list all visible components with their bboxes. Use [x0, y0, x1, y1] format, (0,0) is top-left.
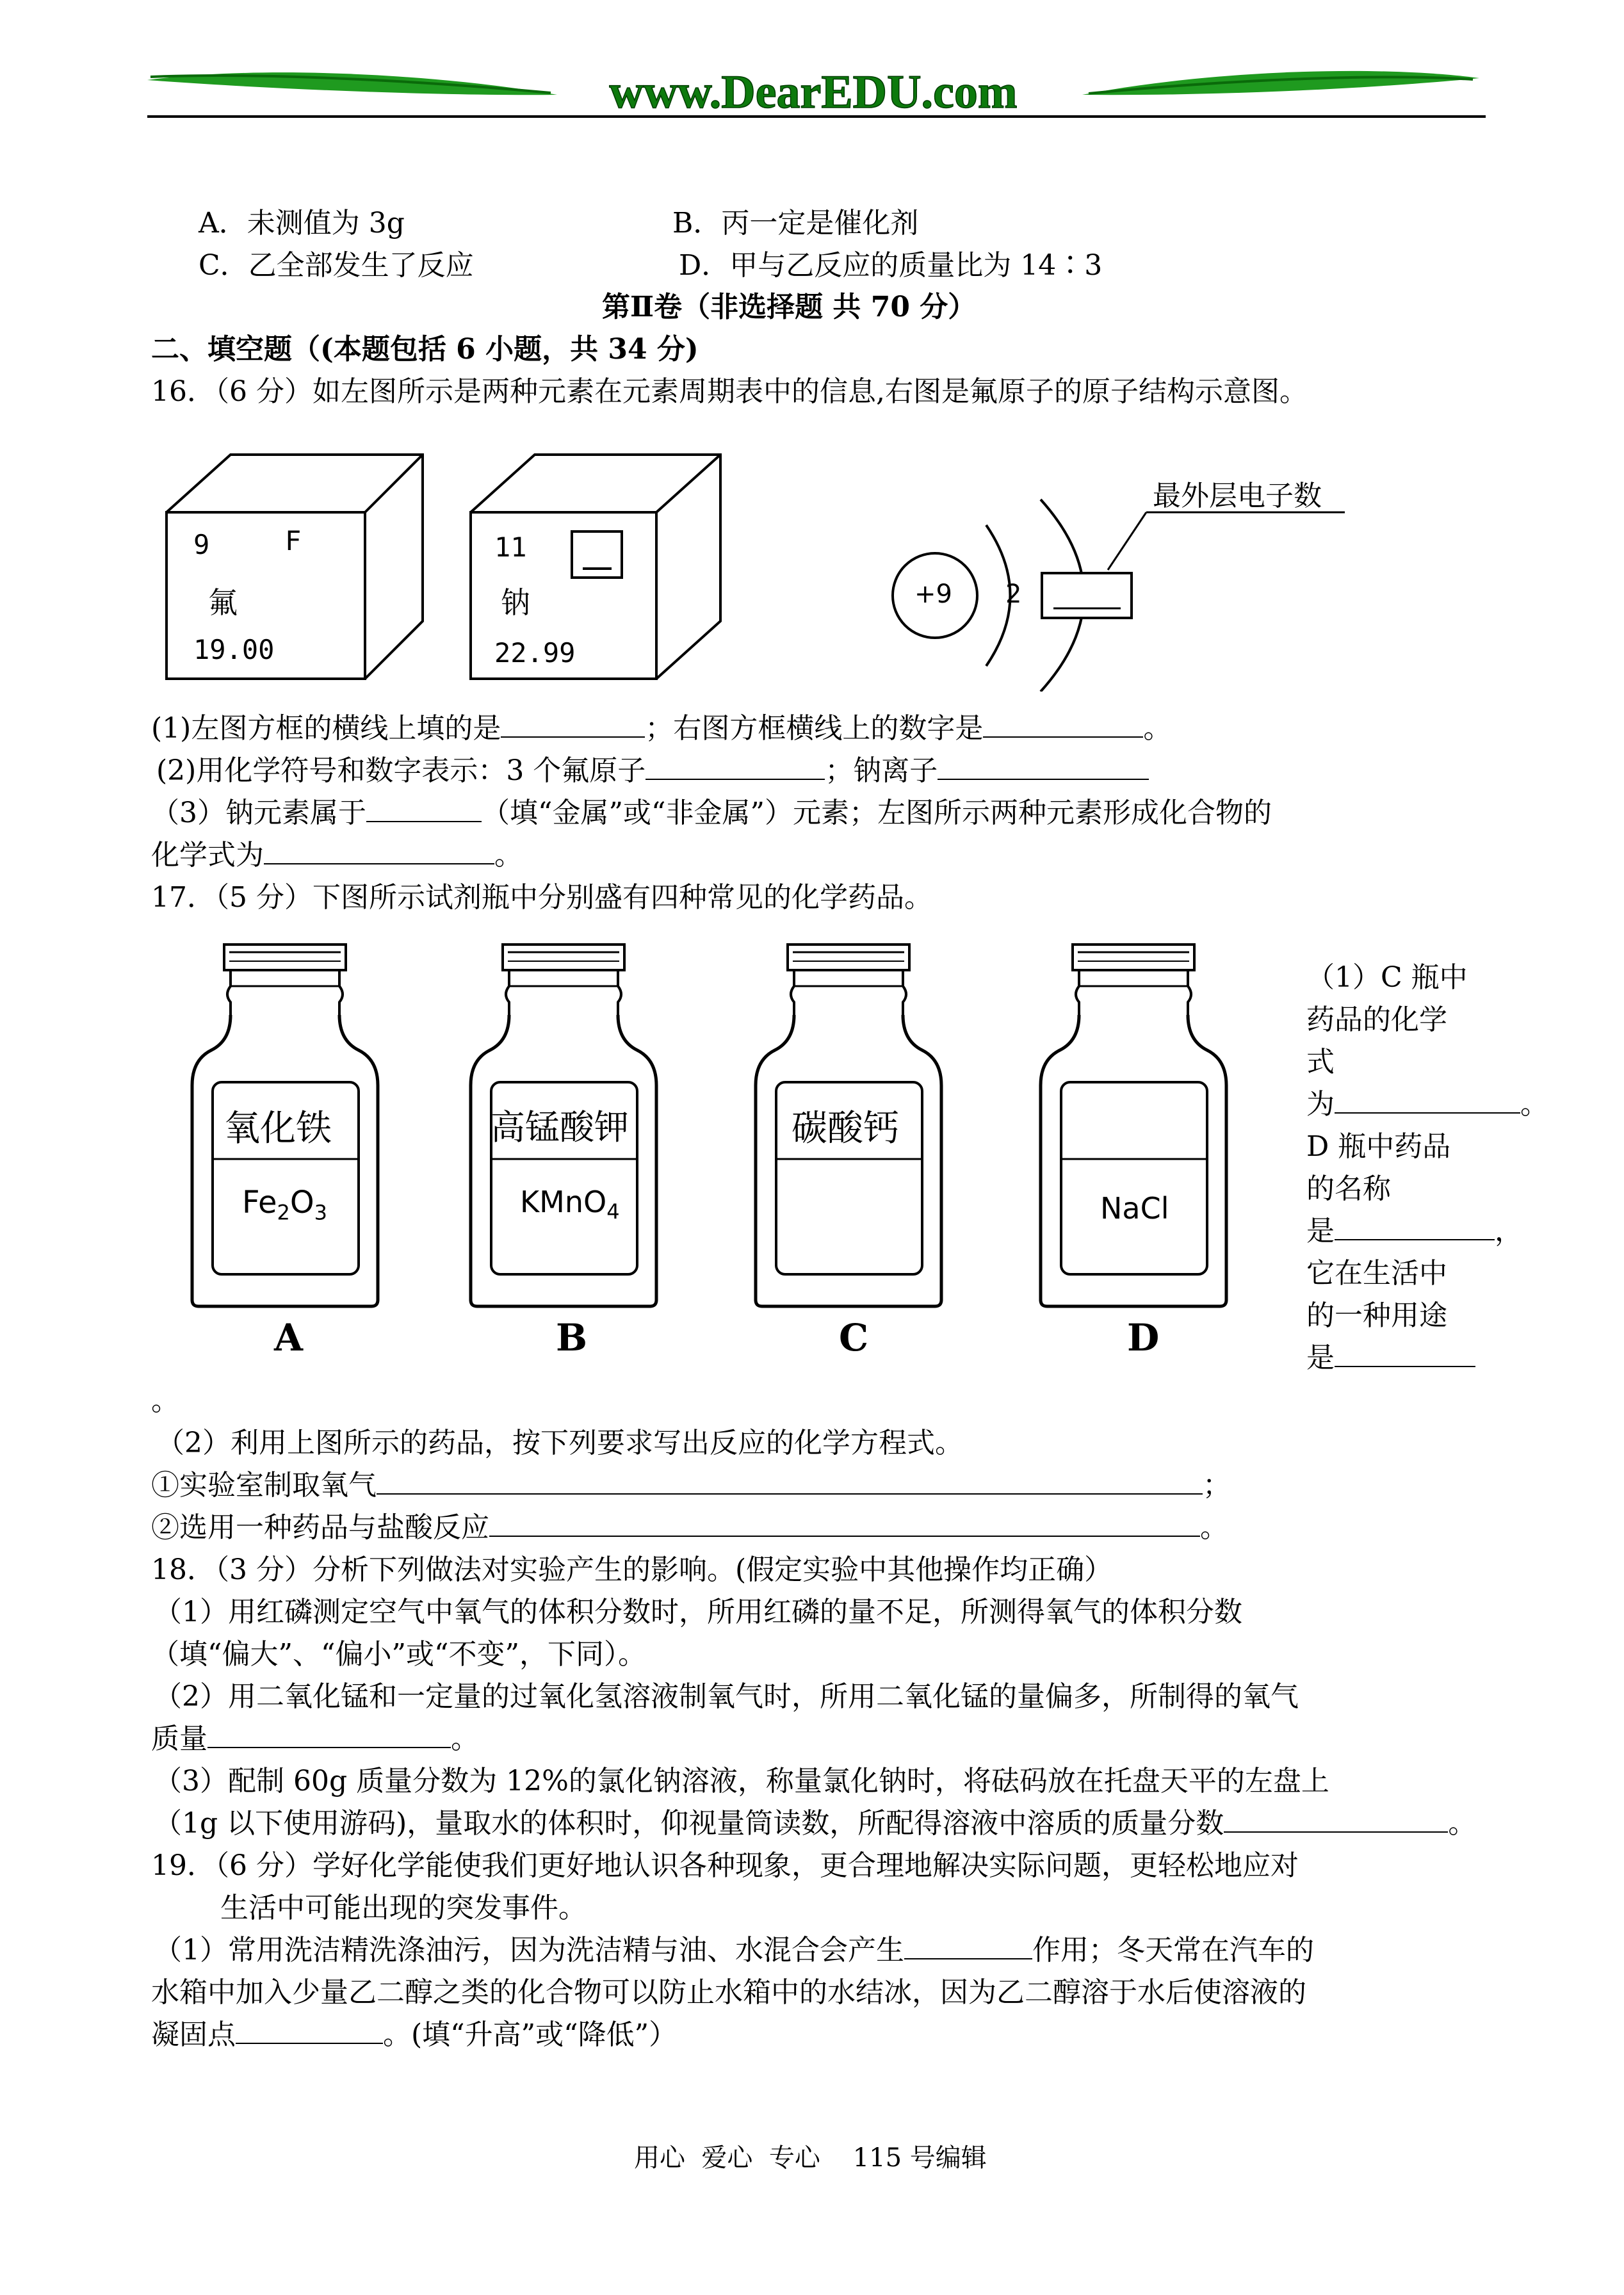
- bottle-d-letter: D: [1127, 1316, 1160, 1359]
- bottle-d-formula: NaCl: [1100, 1191, 1169, 1226]
- q18-part1-cont: （填“偏大”、“偏小”或“不变”，下同）。: [151, 1638, 646, 1671]
- q17-dot: 。: [151, 1384, 179, 1417]
- q17-blank-name[interactable]: [1335, 1213, 1495, 1240]
- q18-part1: （1）用红磷测定空气中氧气的体积分数时，所用红磷的量不足，所测得氧气的体积分数: [154, 1596, 1242, 1628]
- q16-blank-4[interactable]: [938, 753, 1149, 780]
- bottle-c-name: 碳酸钙: [792, 1108, 899, 1149]
- q18-blank-2[interactable]: [207, 1721, 451, 1748]
- f-mass: 19.00: [193, 634, 275, 665]
- q17-side-8: 它在生活中: [1306, 1257, 1447, 1290]
- q17-side-1: （1）C 瓶中: [1306, 961, 1468, 994]
- outer-electron-label: 最外层电子数: [1153, 480, 1322, 512]
- q16-part2: (2)用化学符号和数字表示：3 个氟原子 ；钠离子: [156, 753, 1149, 789]
- q19-blank-1[interactable]: [904, 1933, 1032, 1959]
- option-c: C．乙全部发生了反应: [199, 249, 474, 282]
- section-title: 第Ⅱ卷（非选择题 共 70 分）: [602, 291, 977, 323]
- q17-blank-hcl[interactable]: [489, 1510, 1200, 1537]
- na-mass: 22.99: [494, 637, 576, 669]
- q16-stem: 16．（6 分）如左图所示是两种元素在元素周期表中的信息,右图是氟原子的原子结构示意图。: [151, 375, 1308, 408]
- q17-part2-1: ①实验室制取氧气 ；: [151, 1469, 1231, 1502]
- site-header-logo: [0, 0, 1624, 128]
- q17-side-9: 的一种用途: [1306, 1299, 1447, 1332]
- option-a: A．未测值为 3g: [199, 207, 405, 239]
- q19-stem-cont: 生活中可能出现的突发事件。: [220, 1892, 587, 1924]
- na-atomic-number: 11: [494, 531, 527, 563]
- q17-side-6: 的名称: [1306, 1172, 1391, 1205]
- q18-blank-3[interactable]: [1224, 1806, 1448, 1833]
- q18-stem: 18．（3 分）分析下列做法对实验产生的影响。(假定实验中其他操作均正确）: [151, 1553, 1113, 1586]
- q19-blank-2[interactable]: [236, 2017, 383, 2044]
- bottle-a-formula: $Fe_2O_3$: [242, 1185, 328, 1225]
- q19-part1-cont: 水箱中加入少量乙二醇之类的化合物可以防止水箱中的水结冰，因为乙二醇溶于水后使溶液的: [151, 1976, 1306, 2009]
- q19-stem: 19．（6 分）学好化学能使我们更好地认识各种现象，更合理地解决实际问题，更轻松地应对: [151, 1849, 1299, 1882]
- q16-blank-2[interactable]: [983, 711, 1143, 738]
- q16-blank-5[interactable]: [366, 795, 482, 822]
- page-footer: 用心 爱心 专心 115 号编辑: [634, 2143, 987, 2173]
- bottle-a-letter: A: [274, 1316, 304, 1359]
- q17-side-10: 是: [1306, 1337, 1475, 1379]
- q17-blank-oxygen[interactable]: [377, 1468, 1203, 1495]
- q16-part3-cont: 化学式为 。: [151, 839, 523, 872]
- q16-part3: （3）钠元素属于 （填“金属”或“非金属”）元素；左图所示两种元素形成化合物的: [151, 797, 1272, 829]
- bottle-b-letter: B: [556, 1316, 588, 1359]
- q18-part2-cont: 质量 。: [151, 1723, 479, 1755]
- q17-stem: 17．（5 分）下图所示试剂瓶中分别盛有四种常见的化学药品。: [151, 881, 932, 914]
- bottle-a-name: 氧化铁: [224, 1108, 332, 1149]
- q16-blank-3[interactable]: [646, 753, 825, 780]
- option-d: D．甲与乙反应的质量比为 14∶3: [679, 249, 1103, 282]
- f-symbol: F: [285, 525, 302, 556]
- bottle-c-letter: C: [839, 1316, 869, 1359]
- reagent-bottles: [186, 938, 1262, 1361]
- option-b: B．丙一定是催化剂: [672, 207, 919, 239]
- f-atomic-number: 9: [193, 529, 210, 560]
- first-shell-electrons: 2: [1005, 580, 1022, 609]
- q19-part1: （1）常用洗洁精洗涤油污，因为洗洁精与油、水混合会产生 作用；冬天常在汽车的: [154, 1934, 1314, 1967]
- q17-side-3: 式: [1306, 1046, 1335, 1078]
- bottle-b-name: 高锰酸钾: [491, 1107, 629, 1148]
- q18-part2: （2）用二氧化锰和一定量的过氧化氢溶液制氧气时，所用二氧化锰的量偏多，所制得的氧气: [154, 1680, 1299, 1713]
- q17-part2: （2）利用上图所示的药品，按下列要求写出反应的化学方程式。: [156, 1427, 963, 1459]
- q16-blank-6[interactable]: [264, 838, 494, 864]
- f-name: 氟: [208, 585, 238, 620]
- site-name: www.DearEDU.com: [609, 66, 1018, 118]
- q17-side-2: 药品的化学: [1306, 1003, 1447, 1036]
- q17-side-7: 是 ，: [1306, 1215, 1523, 1247]
- q18-part3-cont: （1g 以下使用游码)，量取水的体积时，仰视量筒读数，所配得溶液中溶质的质量分数 。: [154, 1807, 1477, 1840]
- q17-blank-formula[interactable]: [1335, 1087, 1520, 1114]
- q16-part1: (1)左图方框的横线上填的是 ；右图方框横线上的数字是 。: [151, 712, 1172, 745]
- section-heading: 二、填空题（(本题包括 6 小题，共 34 分): [151, 333, 699, 366]
- q19-part1-cont2: 凝固点 。(填“升高”或“降低”）: [151, 2018, 678, 2051]
- q17-blank-use[interactable]: [1335, 1340, 1475, 1367]
- q17-part2-2: ②选用一种药品与盐酸反应 。: [151, 1511, 1228, 1544]
- q17-side-4: 为 。: [1306, 1088, 1548, 1121]
- q17-side-5: D 瓶中药品: [1306, 1130, 1451, 1163]
- q16-blank-1[interactable]: [501, 711, 645, 738]
- bottle-b-formula: KMnO$_4$: [520, 1185, 620, 1224]
- q18-part3: （3）配制 60g 质量分数为 12%的氯化钠溶液，称量氯化钠时，将砝码放在托盘天平的左盘上: [154, 1765, 1329, 1797]
- na-name: 钠: [501, 585, 530, 620]
- nucleus-charge: +9: [914, 580, 952, 609]
